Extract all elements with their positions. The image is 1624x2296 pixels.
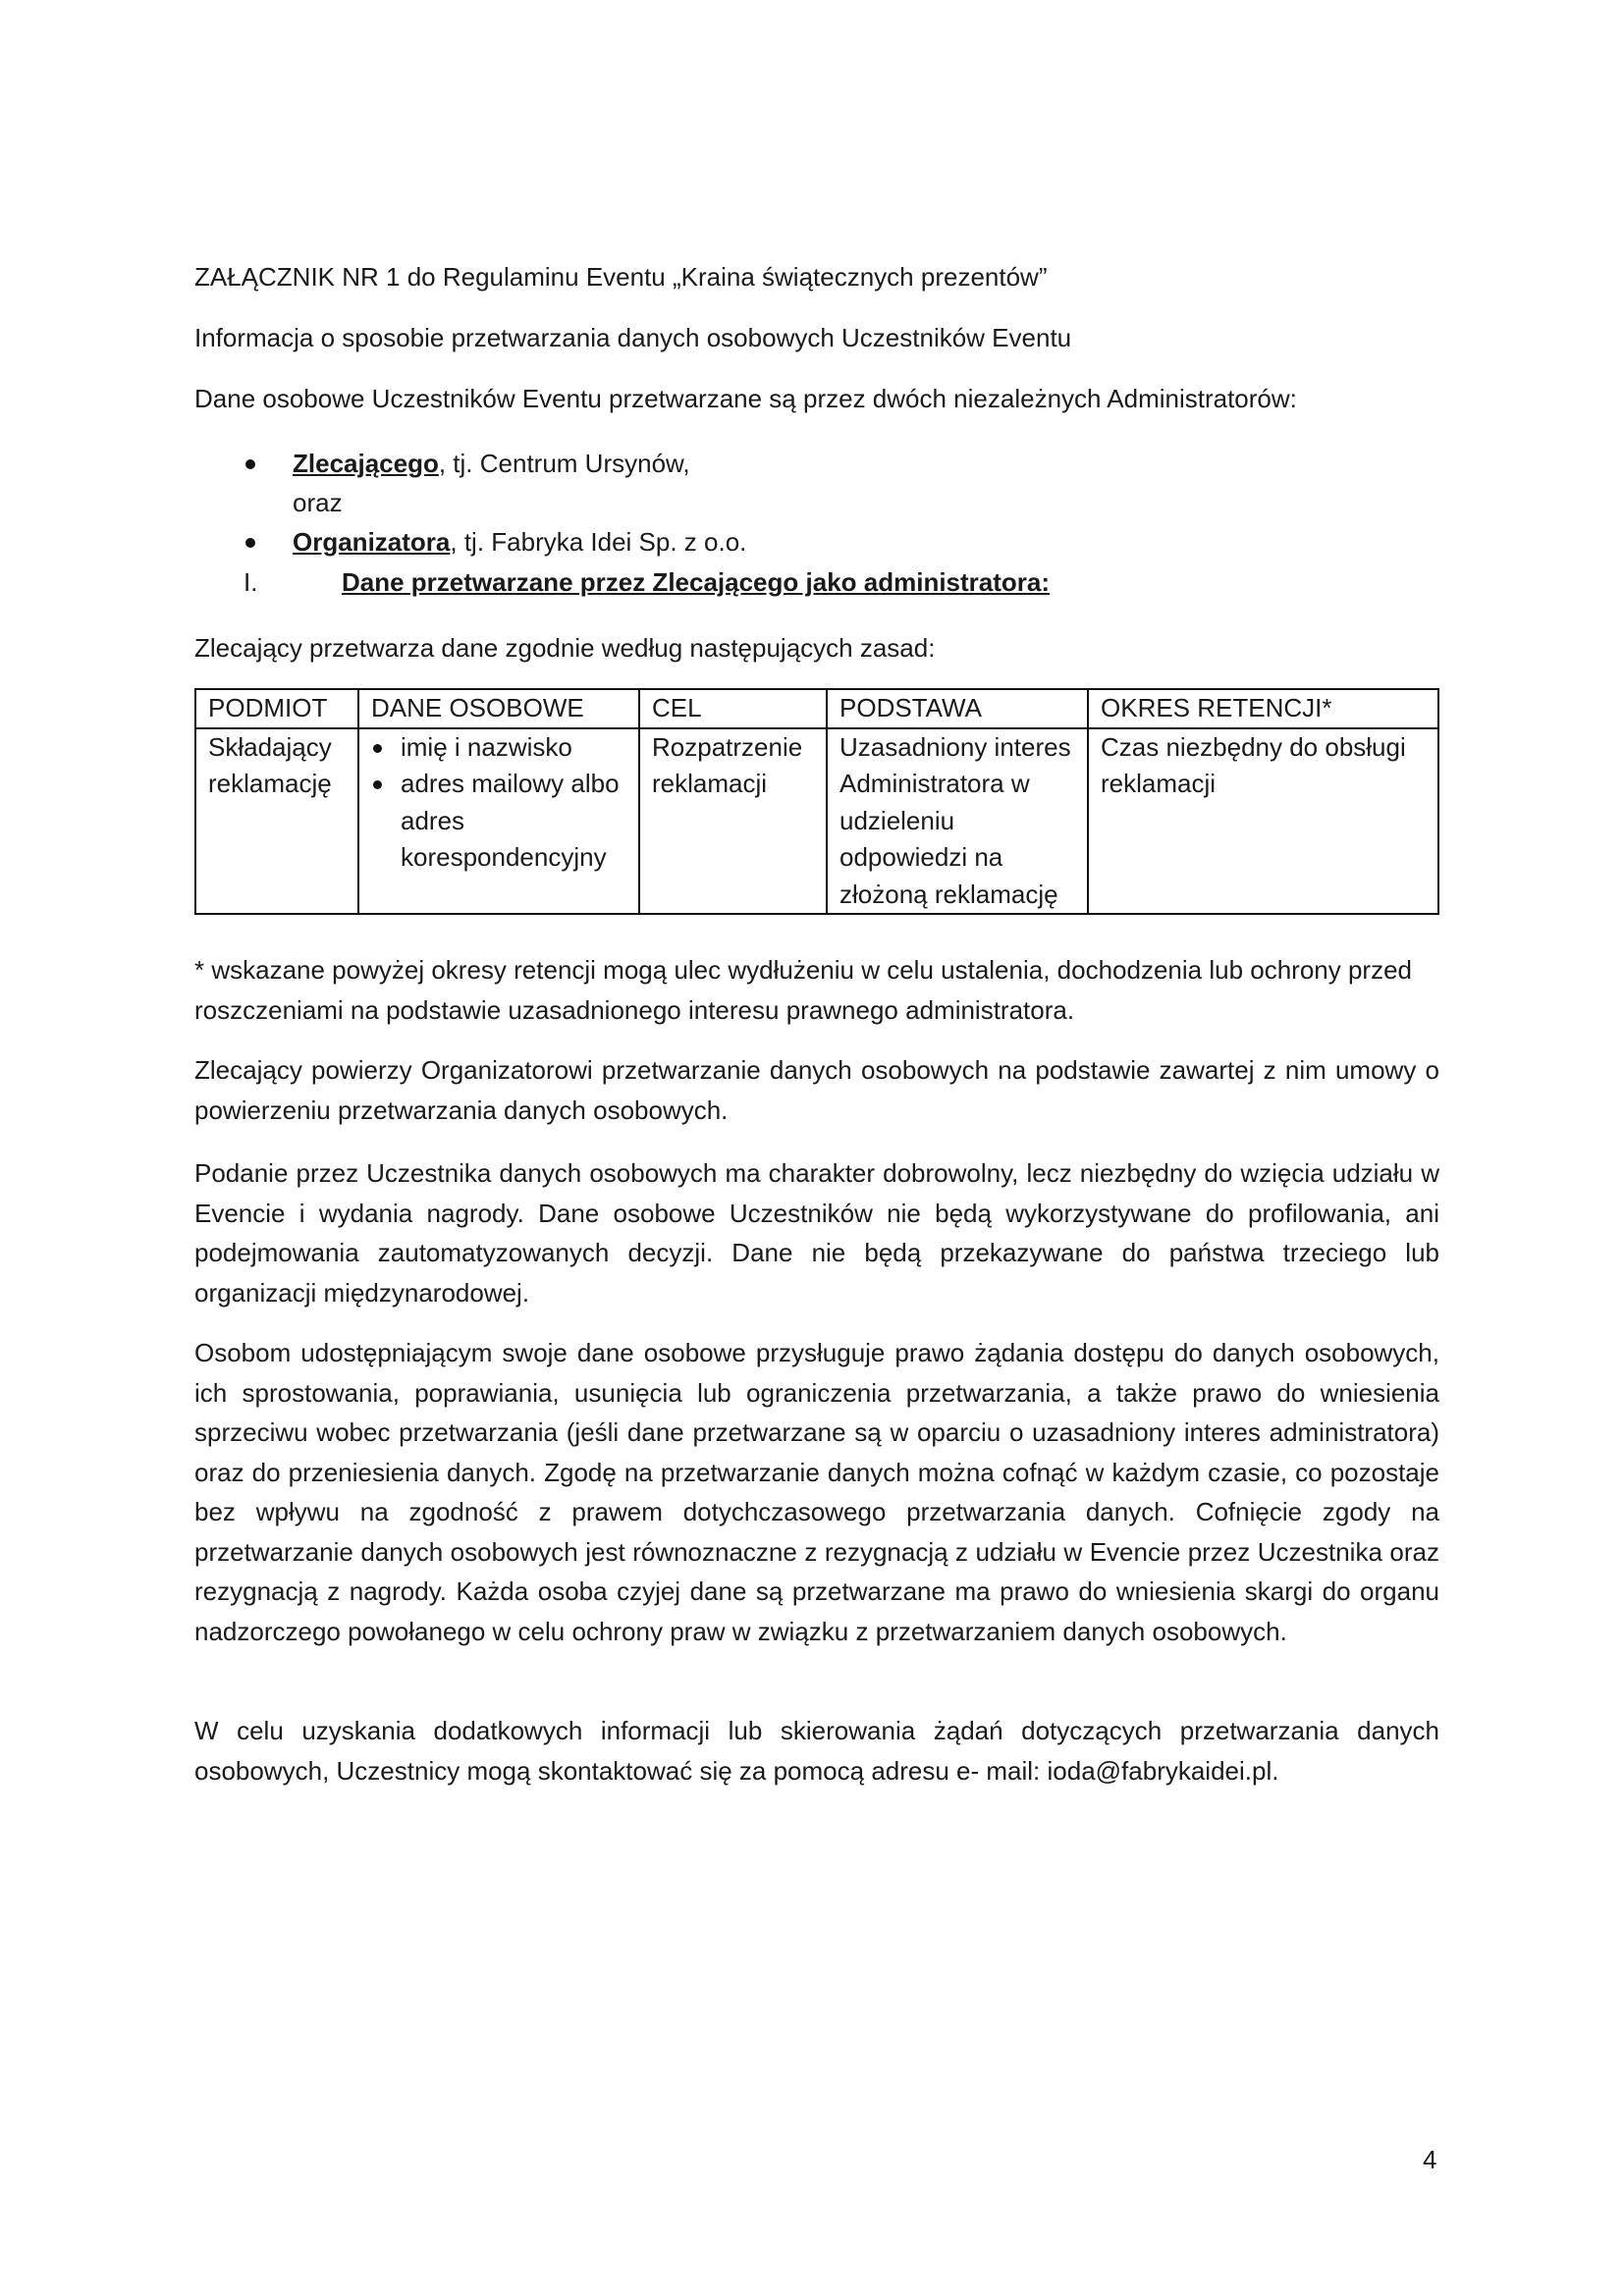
cell-okres: Czas niezbędny do obsługi reklamacji (1088, 728, 1438, 915)
cell-podmiot: Składający reklamację (195, 728, 358, 915)
column-header: PODMIOT (195, 689, 358, 728)
admin-list-item (293, 522, 746, 561)
cell-cel: Rozpatrzenie reklamacji (639, 728, 827, 915)
personal-data-list (371, 729, 626, 877)
paragraph: Osobom udostępniającym swoje dane osobowe przysługuje prawo żądania dostępu do danych osobowych, ich sprostowania, poprawiania, usunięcia lub ograniczenia przetwarzania, a także prawo do wniesienia sprzeciwu wobec przetwarzania (jeśli dane przetwarzane są w oparciu o uzasadniony interes administratora) oraz do przeniesienia danych. Zgodę na przetwarzanie danych można cofnąć w każdym czasie, co pozostaje bez wpływu na zgodność z prawem dotychczasowego przetwarzania danych. Cofnięcie zgody na przetwarzanie danych osobowych jest równoznaczne z rezygnacją z udziału w Evencie przez Uczestnika oraz rezygnacją z nagrody. Każda osoba czyjej dane są przetwarzane ma prawo do wniesienia skargi do organu nadzorczego powołanego w celu ochrony praw w związku z przetwarzaniem danych osobowych. (194, 1338, 1439, 1646)
list-item: adres mailowy albo adres korespondencyjny (401, 766, 626, 877)
intro-text: Informacja o sposobie przetwarzania danych osobowych Uczestników Eventu (194, 323, 1072, 352)
column-header: OKRES RETENCJI* (1088, 689, 1438, 728)
bullet-icon (245, 538, 255, 548)
admin-detail: , tj. Fabryka Idei Sp. z o.o. (450, 527, 747, 557)
rules-intro: Zlecający przetwarza dane zgodnie według następujących zasad: (194, 633, 936, 663)
administrators-intro: Dane osobowe Uczestników Eventu przetwarzane są przez dwóch niezależnych Administratorów: (194, 384, 1297, 413)
cell-dane (358, 728, 639, 915)
retention-table (194, 688, 1439, 915)
paragraph: Zlecający powierzy Organizatorowi przetwarzanie danych osobowych na podstawie zawartej z nim umowy o powierzeniu przetwarzania danych osobowych. (194, 1055, 1439, 1125)
admin-name: Zlecającego (293, 449, 439, 478)
admin-detail: , tj. Centrum Ursynów, (438, 449, 690, 478)
admin-list-item (293, 444, 690, 483)
admin-name: Organizatora (293, 527, 451, 557)
contact-paragraph: W celu uzyskania dodatkowych informacji lub skierowania żądań dotyczących przetwarzania danych osobowych, Uczestnicy mogą skontaktować się za pomocą adresu e- mail: ioda@fabrykaidei.pl. (194, 1716, 1439, 1786)
paragraph: Podanie przez Uczestnika danych osobowych ma charakter dobrowolny, lecz niezbędny do wzięcia udziału w Evencie i wydania nagrody. Dane osobowe Uczestników nie będą wykorzystywane do profilowania, ani podejmowania zautomatyzowanych decyzji. Dane nie będą przekazywane do państwa trzeciego lub organizacji międzynarodowej. (194, 1158, 1439, 1308)
column-header: DANE OSOBOWE (358, 689, 639, 728)
table-row (195, 728, 1438, 915)
table-footnote: * wskazane powyżej okresy retencji mogą ulec wydłużeniu w celu ustalenia, dochodzenia lub ochrony przed roszczeniami na podstawie uzasadnionego interesu prawnego administratora. (194, 955, 1413, 1025)
column-header: PODSTAWA (827, 689, 1088, 728)
section-heading (244, 562, 1050, 602)
table-header-row (195, 689, 1438, 728)
section-number: I. (244, 567, 258, 597)
section-title: Dane przetwarzane przez Zlecającego jako administratora: (342, 567, 1051, 597)
cell-podstawa: Uzasadniony interes Administratora w udzieleniu odpowiedzi na złożoną reklamację (827, 728, 1088, 915)
bullet-icon (245, 459, 255, 469)
page-number: 4 (1423, 2145, 1437, 2174)
document-title: ZAŁĄCZNIK NR 1 do Regulaminu Eventu „Kraina świątecznych prezentów” (194, 262, 1048, 292)
conjunction-text: oraz (293, 488, 343, 517)
column-header: CEL (639, 689, 827, 728)
list-item: imię i nazwisko (401, 729, 626, 767)
